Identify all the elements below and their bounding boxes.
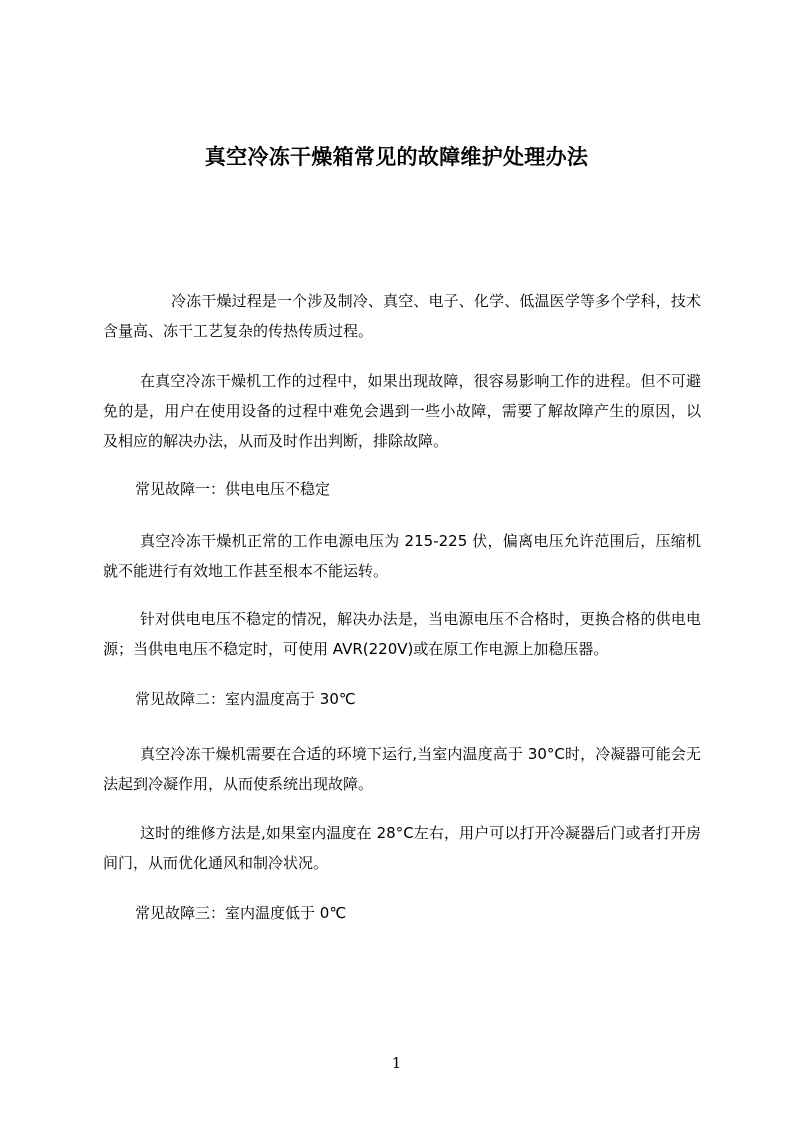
- paragraph-fault1-solution: 针对供电电压不稳定的情况，解决办法是，当电源电压不合格时，更换合格的供电电源；当供电电压不稳定时，可使用 AVR(220V)或在原工作电源上加稳压器。: [103, 610, 701, 658]
- page-number: 1: [391, 1054, 402, 1072]
- fault-heading-1: 常见故障一：供电电压不稳定: [135, 480, 331, 498]
- fault-heading-2: 常见故障二：室内温度高于 30℃: [135, 690, 356, 708]
- document-title: 真空冷冻干燥箱常见的故障维护处理办法: [204, 145, 589, 169]
- paragraph-overview: 在真空冷冻干燥机工作的过程中，如果出现故障，很容易影响工作的进程。但不可避免的是，用户在使用设备的过程中难免会遇到一些小故障，需要了解故障产生的原因，以及相应的解决办法，从而及时作出判断，排除故障。: [103, 372, 701, 450]
- paragraph-intro: 冷冻干燥过程是一个涉及制冷、真空、电子、化学、低温医学等多个学科，技术含量高、冻干工艺复杂的传热传质过程。: [103, 292, 701, 340]
- fault-heading-3: 常见故障三：室内温度低于 0℃: [135, 904, 347, 922]
- paragraph-fault2-description: 真空冷冻干燥机需要在合适的环境下运行,当室内温度高于 30°C时，冷凝器可能会无法起到冷凝作用，从而使系统出现故障。: [103, 745, 701, 793]
- paragraph-fault1-description: 真空冷冻干燥机正常的工作电源电压为 215-225 伏，偏离电压允许范围后，压缩机就不能进行有效地工作甚至根本不能运转。: [103, 532, 701, 580]
- paragraph-fault2-solution: 这时的维修方法是,如果室内温度在 28°C左右，用户可以打开冷凝器后门或者打开房间门，从而优化通风和制冷状况。: [103, 824, 701, 872]
